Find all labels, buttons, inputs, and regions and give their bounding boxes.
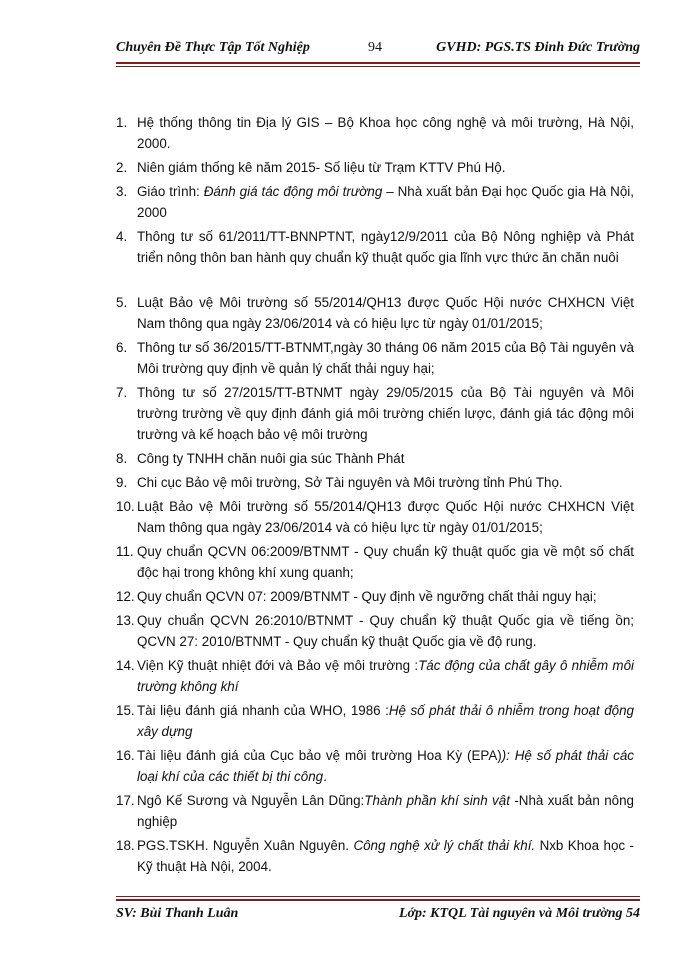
reference-number: 12. [116,589,135,604]
reference-item [116,790,634,832]
reference-item [116,610,634,652]
reference-title: Thành phần khí sinh vật [364,793,510,808]
reference-title: Tác động của chất gây ô nhiễm môi trường không khí [137,658,634,694]
reference-text: Chi cục Bảo vệ môi trường, Sở Tài nguyên và Môi trường tỉnh Phú Thọ. [137,475,563,490]
reference-item [116,181,634,223]
reference-title: Hệ số phát thải ô nhiễm trong hoạt động xây dựng [137,703,634,739]
reference-number: 5. [116,295,128,310]
reference-number: 3. [116,184,128,199]
reference-item [116,586,634,607]
page-number: 94 [368,40,382,55]
reference-number: 18. [116,838,135,853]
reference-item [116,496,634,538]
reference-text: Quy chuẩn QCVN 07: 2009/BTNMT - Quy định về ngưỡng chất thải nguy hại; [137,589,597,604]
reference-item [116,655,634,697]
reference-number: 15. [116,703,135,718]
reference-number: 6. [116,340,128,355]
reference-item [116,226,634,289]
reference-item [116,835,634,877]
footer-rule-thin [116,896,640,897]
reference-text-pre: Giáo trình: [137,184,204,199]
footer-rule-thick [116,899,640,901]
reference-text: Quy chuẩn QCVN 26:2010/BTNMT - Quy chuẩn kỹ thuật Quốc gia về tiếng ồn; QCVN 27: 2010/BTNMT - Quy chuẩn kỹ thuật Quốc gia về độ rung. [137,613,634,649]
reference-number: 17. [116,793,135,808]
reference-list [116,112,634,877]
reference-title: Đánh giá tác động môi trường [203,184,383,199]
header-rule-thin [116,66,640,67]
reference-number: 16. [116,748,135,763]
page-footer [116,906,640,926]
reference-text: Niên giám thống kê năm 2015- Số liệu từ Trạm KTTV Phú Hộ. [137,160,506,175]
footer-class: Lớp: KTQL Tài nguyên và Môi trường 54 [398,906,640,921]
reference-number: 10. [116,499,135,514]
header-advisor: GVHD: PGS.TS Đinh Đức Trường [436,40,640,55]
reference-item [116,382,634,445]
reference-item [116,472,634,493]
reference-number: 1. [116,115,128,130]
reference-item [116,292,634,334]
reference-text-pre: PGS.TSKH. Nguyễn Xuân Nguyên. [137,838,354,853]
reference-text-post: – Nhà xuất bản Đại học Quốc gia Hà Nội, 2000 [137,184,634,220]
reference-number: 13. [116,613,135,628]
reference-text: Hệ thống thông tin Địa lý GIS – Bộ Khoa học công nghệ và môi trường, Hà Nội, 2000. [137,115,634,151]
footer-student: SV: Bùi Thanh Luân [116,906,239,921]
reference-text-pre: Tài liệu đánh giá của Cục bảo vệ môi trường Hoa Kỳ (EPA) [137,748,502,763]
reference-text: Quy chuẩn QCVN 06:2009/BTNMT - Quy chuẩn kỹ thuật quốc gia về một số chất độc hại trong không khí xung quanh; [137,544,634,580]
reference-text-pre: Tài liệu đánh giá nhanh của WHO, 1986 : [137,703,389,718]
reference-text: Luật Bảo vệ Môi trường số 55/2014/QH13 được Quốc Hội nước CHXHCN Việt Nam thông qua ngày 23/06/2014 và có hiệu lực từ ngày 01/01/2015; [137,499,634,535]
reference-item [116,700,634,742]
reference-number: 4. [116,229,128,244]
page-header [116,40,640,60]
reference-number: 7. [116,385,128,400]
reference-text-post: -Nhà xuất bản nông nghiệp [137,793,634,829]
reference-title: Công nghệ xử lý chất thải khí. [353,838,536,853]
reference-title: ): Hệ số phát thải các loại khí của các thiết bị thi công [137,748,634,784]
reference-number: 14. [116,658,135,673]
reference-item [116,112,634,154]
reference-text: Thông tư số 61/2011/TT-BNNPTNT, ngày12/9/2011 của Bộ Nông nghiệp và Phát triển nông thôn ban hành quy chuẩn kỹ thuật quốc gia lĩnh vực thức ăn chăn nuôi [137,229,634,265]
reference-text: Công ty TNHH chăn nuôi gia súc Thành Phát [137,451,405,466]
reference-text: Luật Bảo vệ Môi trường số 55/2014/QH13 được Quốc Hội nước CHXHCN Việt Nam thông qua ngày 23/06/2014 và có hiệu lực từ ngày 01/01/2015; [137,295,634,331]
reference-text: Thông tư số 27/2015/TT-BTNMT ngày 29/05/2015 của Bộ Tài nguyên và Môi trường trường về quy định đánh giá môi trường chiến lược, đánh giá tác động môi trường và kế hoạch bảo vệ môi trường [137,385,634,442]
reference-number: 11. [116,544,134,559]
reference-item [116,157,634,178]
reference-text-pre: Viện Kỹ thuật nhiệt đới và Bảo vệ môi trường : [137,658,419,673]
header-rule-thick [116,62,640,64]
reference-number: 2. [116,160,128,175]
header-title: Chuyên Đề Thực Tập Tốt Nghiệp [116,40,310,55]
reference-text-pre: Ngô Kế Sương và Nguyễn Lân Dũng: [137,793,365,808]
reference-number: 8. [116,451,128,466]
reference-item [116,448,634,469]
reference-text-post: Nxb Khoa học - Kỹ thuật Hà Nội, 2004. [137,838,634,874]
reference-item [116,541,634,583]
reference-text: Thông tư số 36/2015/TT-BTNMT,ngày 30 tháng 06 năm 2015 của Bộ Tài nguyên và Môi trường quy định về quản lý chất thải nguy hại; [137,340,634,376]
reference-item [116,745,634,787]
reference-text-post: . [323,769,327,784]
reference-number: 9. [116,475,128,490]
reference-item [116,337,634,379]
